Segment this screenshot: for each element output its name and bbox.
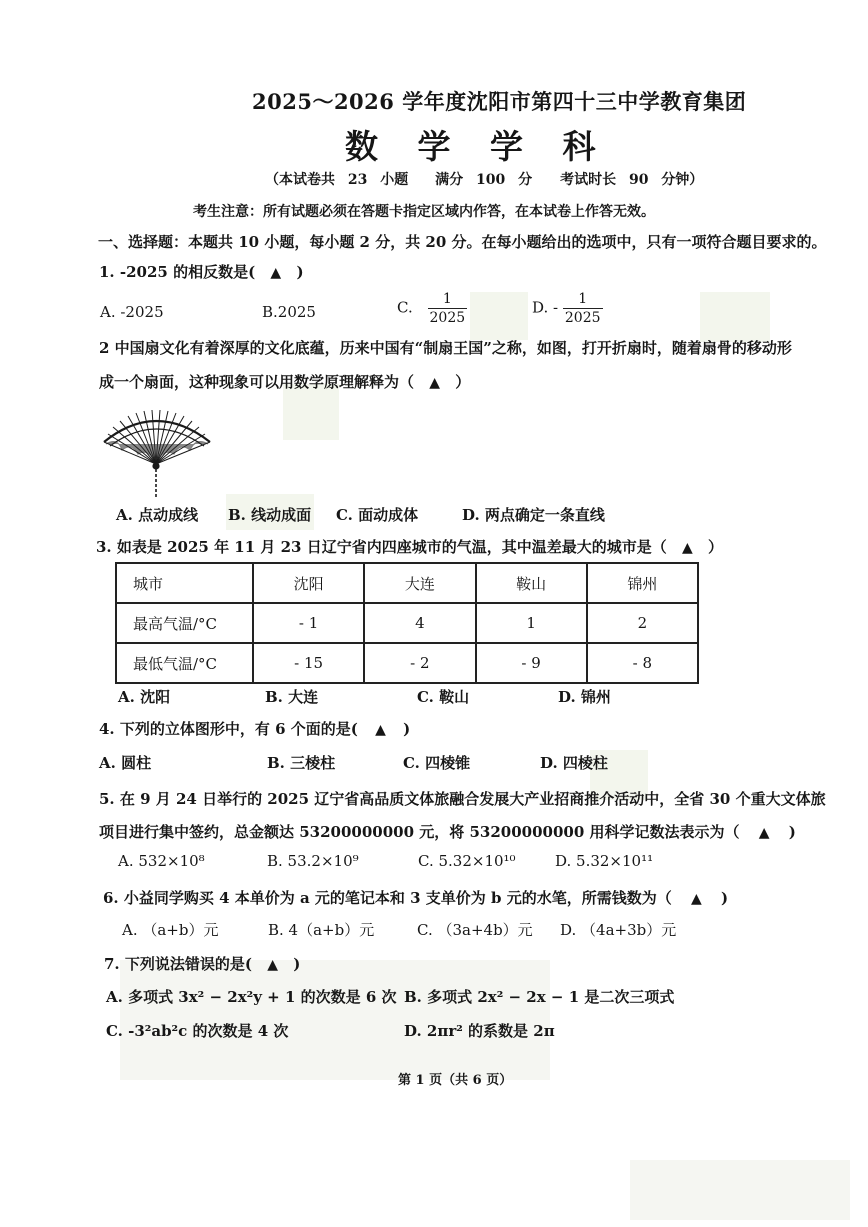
scan-blemish xyxy=(283,384,339,440)
table-header-cell: 大连 xyxy=(364,563,475,603)
scan-blemish xyxy=(700,292,770,342)
question-2-close: ） xyxy=(455,373,471,391)
q1-option-d xyxy=(532,292,603,325)
answer-triangle-icon: ▲ xyxy=(690,891,702,907)
question-1-text: 1. -2025 的相反数是( xyxy=(99,263,256,281)
table-header-row xyxy=(116,563,698,603)
answer-triangle-icon: ▲ xyxy=(758,825,770,841)
question-2-line-2 xyxy=(99,371,470,392)
table-header-cell: 锦州 xyxy=(587,563,698,603)
q7-option-c: C. -3²ab²c 的次数是 4 次 xyxy=(106,1022,289,1040)
question-6-text: 6. 小益同学购买 4 本单价为 a 元的笔记本和 3 支单价为 b 元的水笔，所需钱数为（ xyxy=(103,889,672,907)
exam-caution: 考生注意：所有试题必须在答题卡指定区域内作答，在本试卷上作答无效。 xyxy=(193,204,655,220)
q1-option-d-fraction xyxy=(563,292,603,325)
q2-option-b: B. 线动成面 xyxy=(228,506,312,524)
q4-option-b: B. 三棱柱 xyxy=(267,754,336,772)
question-7-stem xyxy=(104,953,300,974)
question-2-line-1: 2 中国扇文化有着深厚的文化底蕴，历来中国有“制扇王国”之称，如图，打开折扇时，随着扇骨的移动形 xyxy=(99,339,792,357)
folding-fan-illustration xyxy=(98,404,216,500)
table-header-cell: 鞍山 xyxy=(476,563,587,603)
table-cell: - 15 xyxy=(253,643,364,683)
question-7-text: 7. 下列说法错误的是( xyxy=(104,955,252,973)
question-5-line-2 xyxy=(99,821,796,842)
table-cell: 最高气温/°C xyxy=(116,603,253,643)
scan-blemish xyxy=(630,1160,850,1220)
q6-option-c: C. （3a+4b）元 xyxy=(417,921,533,939)
subject-title: 数 学 学 科 xyxy=(345,127,610,166)
question-7-close: ) xyxy=(293,955,301,973)
section-heading: 一、选择题：本题共 10 小题，每小题 2 分，共 20 分。在每小题给出的选项中，只有一项符合题目要求的。 xyxy=(98,233,827,251)
answer-triangle-icon: ▲ xyxy=(681,540,693,556)
question-4-close: ) xyxy=(403,720,411,738)
q5-option-a: A. 532×10⁸ xyxy=(118,852,205,870)
question-4-text: 4. 下列的立体图形中，有 6 个面的是( xyxy=(99,720,358,738)
fraction-denominator: 2025 xyxy=(564,310,601,326)
table-header-cell: 沈阳 xyxy=(253,563,364,603)
table-row xyxy=(116,643,698,683)
exam-title: 2025～2026 学年度沈阳市第四十三中学教育集团 xyxy=(252,89,747,114)
table-row xyxy=(116,603,698,643)
table-header-cell: 城市 xyxy=(116,563,253,603)
q1-option-c xyxy=(397,292,467,325)
question-5-line-1: 5. 在 9 月 24 日举行的 2025 辽宁省高品质文体旅融合发展大产业招商推介活动中，全省 30 个重大文体旅 xyxy=(99,790,826,808)
q2-option-c: C. 面动成体 xyxy=(336,506,419,524)
q7-option-a: A. 多项式 3x² − 2x²y + 1 的次数是 6 次 xyxy=(106,988,397,1006)
question-6-stem xyxy=(103,887,728,908)
q4-option-d: D. 四棱柱 xyxy=(540,754,608,772)
q5-option-b: B. 53.2×10⁹ xyxy=(267,852,359,870)
q2-option-a: A. 点动成线 xyxy=(116,506,199,524)
question-5-text: 项目进行集中签约，总金额达 53200000000 元，将 53200000000 用科学记数法表示为（ xyxy=(99,823,740,841)
q2-option-d: D. 两点确定一条直线 xyxy=(462,506,605,524)
question-3-close: ） xyxy=(707,538,723,556)
q3-option-b: B. 大连 xyxy=(265,688,319,706)
temperature-table xyxy=(115,562,699,684)
answer-triangle-icon: ▲ xyxy=(270,265,282,281)
table-cell: - 1 xyxy=(253,603,364,643)
q3-option-a: A. 沈阳 xyxy=(118,688,171,706)
q1-option-c-label: C. xyxy=(397,298,413,317)
answer-triangle-icon: ▲ xyxy=(267,957,278,973)
page-footer: 第 1 页（共 6 页） xyxy=(398,1073,513,1088)
fraction-denominator: 2025 xyxy=(429,310,466,326)
question-5-close: ) xyxy=(788,823,796,841)
question-3-stem xyxy=(96,536,723,557)
question-4-stem xyxy=(99,718,410,739)
q1-option-b: B.2025 xyxy=(262,303,316,321)
q5-option-d: D. 5.32×10¹¹ xyxy=(555,852,654,870)
q4-option-c: C. 四棱锥 xyxy=(403,754,471,772)
question-1-close: ) xyxy=(296,263,304,281)
q4-option-a: A. 圆柱 xyxy=(99,754,152,772)
table-cell: - 8 xyxy=(587,643,698,683)
q1-option-a: A. -2025 xyxy=(100,303,164,321)
q1-option-c-fraction xyxy=(428,292,468,325)
scan-blemish xyxy=(470,292,528,340)
fraction-numerator: 1 xyxy=(442,291,452,307)
table-cell: 2 xyxy=(587,603,698,643)
table-cell: 1 xyxy=(476,603,587,643)
q1-option-d-label: D. - xyxy=(532,298,559,317)
q7-option-d: D. 2πr² 的系数是 2π xyxy=(404,1022,555,1040)
table-cell: 最低气温/°C xyxy=(116,643,253,683)
q5-option-c: C. 5.32×10¹⁰ xyxy=(418,852,516,870)
table-cell: 4 xyxy=(364,603,475,643)
question-2-text: 成一个扇面，这种现象可以用数学原理解释为（ xyxy=(99,373,415,391)
q6-option-a: A. （a+b）元 xyxy=(122,921,219,939)
q3-option-c: C. 鞍山 xyxy=(417,688,470,706)
question-6-close: ) xyxy=(721,889,729,907)
fraction-numerator: 1 xyxy=(578,291,588,307)
q3-option-d: D. 锦州 xyxy=(558,688,611,706)
q6-option-b: B. 4（a+b）元 xyxy=(268,921,375,939)
table-cell: - 9 xyxy=(476,643,587,683)
answer-triangle-icon: ▲ xyxy=(375,722,386,738)
q6-option-d: D. （4a+3b）元 xyxy=(560,921,677,939)
question-3-text: 3. 如表是 2025 年 11 月 23 日辽宁省内四座城市的气温，其中温差最大的城市是（ xyxy=(96,538,667,556)
table-cell: - 2 xyxy=(364,643,475,683)
answer-triangle-icon: ▲ xyxy=(429,375,441,391)
exam-info: （本试卷共 23 小题 满分 100 分 考试时长 90 分钟） xyxy=(265,172,704,188)
question-1-stem xyxy=(99,261,304,282)
q7-option-b: B. 多项式 2x² − 2x − 1 是二次三项式 xyxy=(404,988,675,1006)
